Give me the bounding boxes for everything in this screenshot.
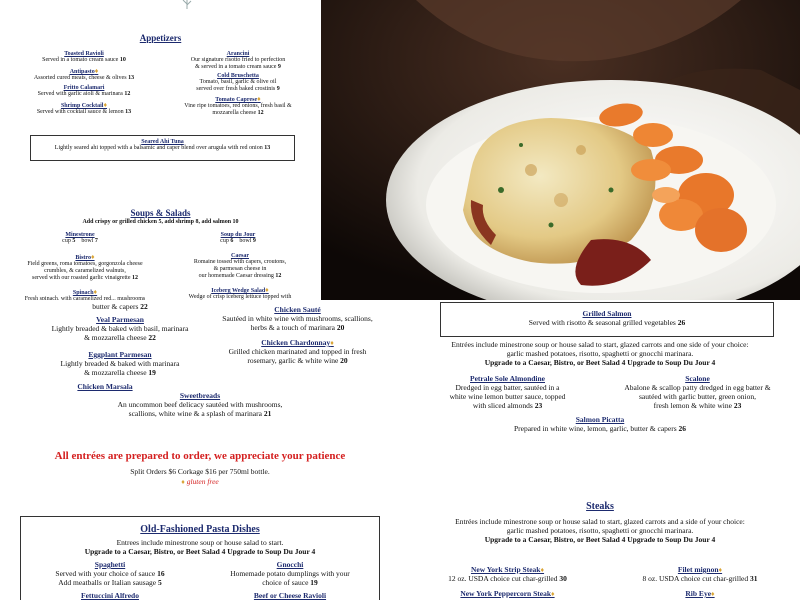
- item-name: Sweetbreads: [179, 391, 221, 400]
- item-name: New York Strip Steak♦: [470, 565, 545, 574]
- item-desc: Field greens, roma tomatoes, gorgonzola cheese: [27, 261, 143, 267]
- caesar-item: [165, 253, 315, 280]
- item-desc: fresh lemon & white wine 23: [653, 401, 742, 410]
- spaghetti-item: [30, 560, 190, 587]
- wedge-item: [165, 286, 315, 300]
- item-desc: Served in a tomato cream sauce 10: [42, 57, 126, 63]
- item-desc: Lightly breaded & baked with basil, marinara: [51, 324, 189, 333]
- split-orders-line: Split Orders $6 Corkage $16 per 750ml bottle.: [130, 467, 270, 476]
- fettuccini-name: Fettuccini Alfredo: [81, 591, 139, 600]
- minestrone-item: [20, 232, 140, 245]
- item-name: Toasted Ravioli: [64, 51, 104, 57]
- item-name: Cold Bruschetta: [217, 73, 259, 79]
- item-desc: & mozzarella cheese 22: [84, 333, 156, 342]
- item-name: Salmon Picatta: [575, 415, 625, 424]
- item-desc: scallions, white wine & a splash of marinara 21: [128, 409, 272, 418]
- item-desc: Our signature risotto fried to perfection: [190, 57, 286, 63]
- steak-note-2: garlic mashed potatoes, risotto, spaghetti or gnocchi marinara.: [506, 526, 694, 535]
- gluten-free-leaf-icon: ♦: [90, 253, 95, 261]
- pasta-subtitle-2: Upgrade to a Caesar, Bistro, or Beet Salad 4 Upgrade to Soup Du Jour 4: [84, 547, 316, 556]
- item-desc: white wine lemon butter sauce, topped: [449, 392, 566, 401]
- item-desc: cup 5 bowl 7: [62, 238, 98, 244]
- seared-ahi-box: [30, 135, 295, 161]
- item-desc: Sautéed in white wine with mushrooms, scallions,: [222, 314, 373, 323]
- rib-eye-item: [605, 589, 795, 598]
- spinach-item: [5, 288, 165, 300]
- gluten-free-leaf-icon: ♦: [103, 101, 108, 109]
- salmon-picatta-item: [400, 415, 800, 433]
- entree-note-1: Entrées include minestrone soup or house salad to start, glazed carrots and one side of your choice:: [451, 340, 749, 349]
- item-desc: Wedge of crisp iceberg lettuce topped with: [188, 294, 292, 300]
- appetizers-right-column: [158, 51, 318, 117]
- gluten-free-leaf-icon: ♦: [94, 67, 99, 75]
- item-desc: 12 oz. USDA choice cut char-grilled 30: [448, 574, 567, 583]
- item-name: Rib Eye♦: [685, 589, 715, 598]
- item-desc: Grilled chicken marinated and topped in fresh: [228, 347, 367, 356]
- eggplant-parmesan-item: [20, 350, 220, 377]
- entree-note-2: garlic mashed potatoes, risotto, spaghetti or gnocchi marinara.: [506, 349, 694, 358]
- item-desc: Abalone & scallop patty dredged in egg batter &: [624, 383, 771, 392]
- gluten-free-leaf-icon: ♦: [181, 478, 185, 486]
- steaks-title: Steaks: [586, 501, 614, 512]
- item-name: Eggplant Parmesan: [88, 350, 152, 359]
- item-name: Antipasto♦: [69, 67, 99, 75]
- item-name: Bistro♦: [75, 253, 95, 261]
- herb-logo-icon: [178, 0, 196, 10]
- soups-salads-title: Soups & Salads: [130, 208, 191, 218]
- steak-note-1: Entrées include minestrone soup or house salad to start, glazed carrots and a side of your choice:: [455, 517, 745, 526]
- item-desc: Tomato, basil, garlic & olive oil: [199, 79, 277, 85]
- item-name: Chicken Sauté: [274, 305, 321, 314]
- chicken-saute-item: [205, 305, 390, 332]
- item-name: Fritto Calamari: [63, 85, 105, 91]
- ny-peppercorn-item: [415, 589, 600, 598]
- item-name: Spaghetti: [94, 560, 126, 569]
- ny-strip-item: [415, 565, 600, 583]
- item-desc: Lightly breaded & baked with marinara: [60, 359, 180, 368]
- item-name: Veal Parmesan: [96, 315, 144, 324]
- chicken-chardonnay-item: [205, 338, 390, 365]
- item-name: Gnocchi: [276, 560, 304, 569]
- item-name: Caesar: [231, 253, 249, 259]
- item-desc: Prepared in white wine, lemon, garlic, butter & capers 26: [513, 424, 687, 433]
- gluten-free-leaf-icon: ♦: [551, 590, 555, 598]
- item-desc: Assorted cured meats, cheese & olives 13: [33, 75, 135, 81]
- gluten-free-leaf-icon: ♦: [265, 286, 269, 294]
- gluten-free-leaf-icon: ♦: [93, 288, 98, 296]
- item-desc: with sliced almonds 23: [472, 401, 543, 410]
- gluten-free-leaf-icon: ♦: [540, 566, 545, 574]
- item-name: Chicken Chardonnay♦: [261, 338, 334, 347]
- item-desc: Served with cocktail sauce & lemon 13: [36, 109, 132, 115]
- petrale-sole-item: [415, 374, 600, 410]
- soup-du-jour-item: [178, 232, 298, 245]
- item-desc: mozzarella cheese 12: [212, 110, 264, 116]
- gluten-free-leaf-icon: ♦: [718, 566, 723, 574]
- item-desc: Romaine tossed with capers, croutons,: [193, 259, 287, 265]
- item-name: Minestrone: [65, 232, 95, 238]
- appetizers-left-column: [5, 51, 163, 116]
- scalone-item: [600, 374, 795, 410]
- menu-entrees-panel: [0, 300, 400, 600]
- gluten-free-legend: ♦ gluten free: [181, 477, 219, 486]
- item-desc: our homemade Caesar dressing 12: [198, 273, 282, 279]
- item-name: Scalone: [685, 374, 710, 383]
- item-desc: & served in a tomato cream sauce 9: [195, 64, 281, 70]
- steak-note-3: Upgrade to a Caesar, Bistro, or Beet Salad 4 Upgrade to Soup Du Jour 4: [484, 535, 716, 544]
- prepared-to-order-notice: All entrées are prepared to order, we appreciate your patience: [54, 450, 346, 462]
- item-desc: herbs & a touch of marinara 20: [250, 323, 345, 332]
- butter-capers-line: butter & capers 22: [92, 302, 148, 311]
- item-name: Tomato Caprese♦: [215, 95, 261, 103]
- item-name: Grilled Salmon: [582, 309, 632, 318]
- item-name: Shrimp Cocktail♦: [60, 101, 108, 109]
- filet-mignon-item: [605, 565, 795, 583]
- gluten-free-leaf-icon: ♦: [711, 590, 715, 598]
- pasta-subtitle-1: Entrees include minestrone soup or house salad to start.: [116, 538, 284, 547]
- item-name: Soup du Jour: [220, 232, 256, 238]
- item-desc: Homemade potato dumplings with your: [230, 569, 350, 578]
- item-desc: Vine ripe tomatoes, red onions, fresh basil &: [184, 103, 292, 109]
- sweetbreads-item: [100, 391, 300, 418]
- item-desc: Served with your choice of sauce 16: [55, 569, 165, 578]
- item-name: Seared Ahi Tuna: [141, 139, 184, 145]
- item-name: Petrale Sole Almondine: [470, 374, 545, 383]
- entree-note-3: Upgrade to a Caesar, Bistro, or Beet Salad 4 Upgrade to Soup Du Jour 4: [484, 358, 716, 367]
- food-photo: [321, 0, 800, 300]
- item-desc: An uncommon beef delicacy sautéed with mushrooms,: [117, 400, 283, 409]
- chicken-marsala-name: Chicken Marsala: [77, 382, 133, 391]
- bistro-item: [5, 253, 165, 282]
- veal-parmesan-item: [20, 315, 220, 342]
- item-desc: sautéed with garlic butter, green onion,: [639, 392, 756, 401]
- pasta-title: Old-Fashioned Pasta Dishes: [140, 524, 260, 535]
- item-desc: choice of sauce 19: [262, 578, 318, 587]
- item-desc: Served with garlic aioli & marinara 12: [37, 91, 131, 97]
- item-desc: Served with risotto & seasonal grilled vegetables 26: [528, 318, 686, 327]
- item-name: Arancini: [226, 51, 250, 57]
- item-desc: & mozzarella cheese 19: [84, 368, 156, 377]
- lasagna-plate-illustration: [321, 0, 800, 300]
- gluten-free-leaf-icon: ♦: [330, 339, 334, 347]
- item-desc: 8 oz. USDA choice cut char-grilled 31: [642, 574, 758, 583]
- grilled-salmon-box: [440, 302, 774, 337]
- menu-appetizers-panel: [0, 0, 321, 300]
- item-name: Spinach♦: [72, 288, 98, 296]
- item-desc: Add meatballs or Italian sausage 5: [58, 578, 162, 587]
- soups-salads-subtitle: Add crispy or grilled chicken 5, add shrimp 8, add salmon 10: [82, 219, 239, 225]
- menu-seafood-steaks-panel: [400, 300, 800, 600]
- item-name: Iceberg Wedge Salad♦: [211, 286, 269, 294]
- item-desc: cup 6 bowl 9: [220, 238, 256, 244]
- item-desc: rosemary, garlic & white wine 20: [247, 356, 348, 365]
- item-desc: Lightly seared ahi topped with a balsamic and caper blend over arugula with red onion 13: [54, 145, 271, 151]
- item-desc: served with our roasted garlic vinaigrette 12: [32, 275, 138, 281]
- gluten-free-leaf-icon: ♦: [257, 95, 261, 103]
- gnocchi-item: [210, 560, 370, 587]
- item-name: Filet mignon♦: [677, 565, 723, 574]
- item-desc: served over fresh baked crostinis 9: [196, 86, 280, 92]
- ravioli-name: Beef or Cheese Ravioli: [253, 591, 327, 600]
- item-name: New York Peppercorn Steak♦: [460, 589, 555, 598]
- item-desc: Fresh spinach, with caramelized red... mushrooms: [24, 296, 146, 300]
- item-desc: & parmesan cheese in: [213, 266, 267, 272]
- item-desc: Dredged in egg batter, sautéed in a: [455, 383, 560, 392]
- appetizers-title: Appetizers: [139, 33, 182, 43]
- item-desc: crumbles, & caramelized walnuts,: [44, 268, 126, 274]
